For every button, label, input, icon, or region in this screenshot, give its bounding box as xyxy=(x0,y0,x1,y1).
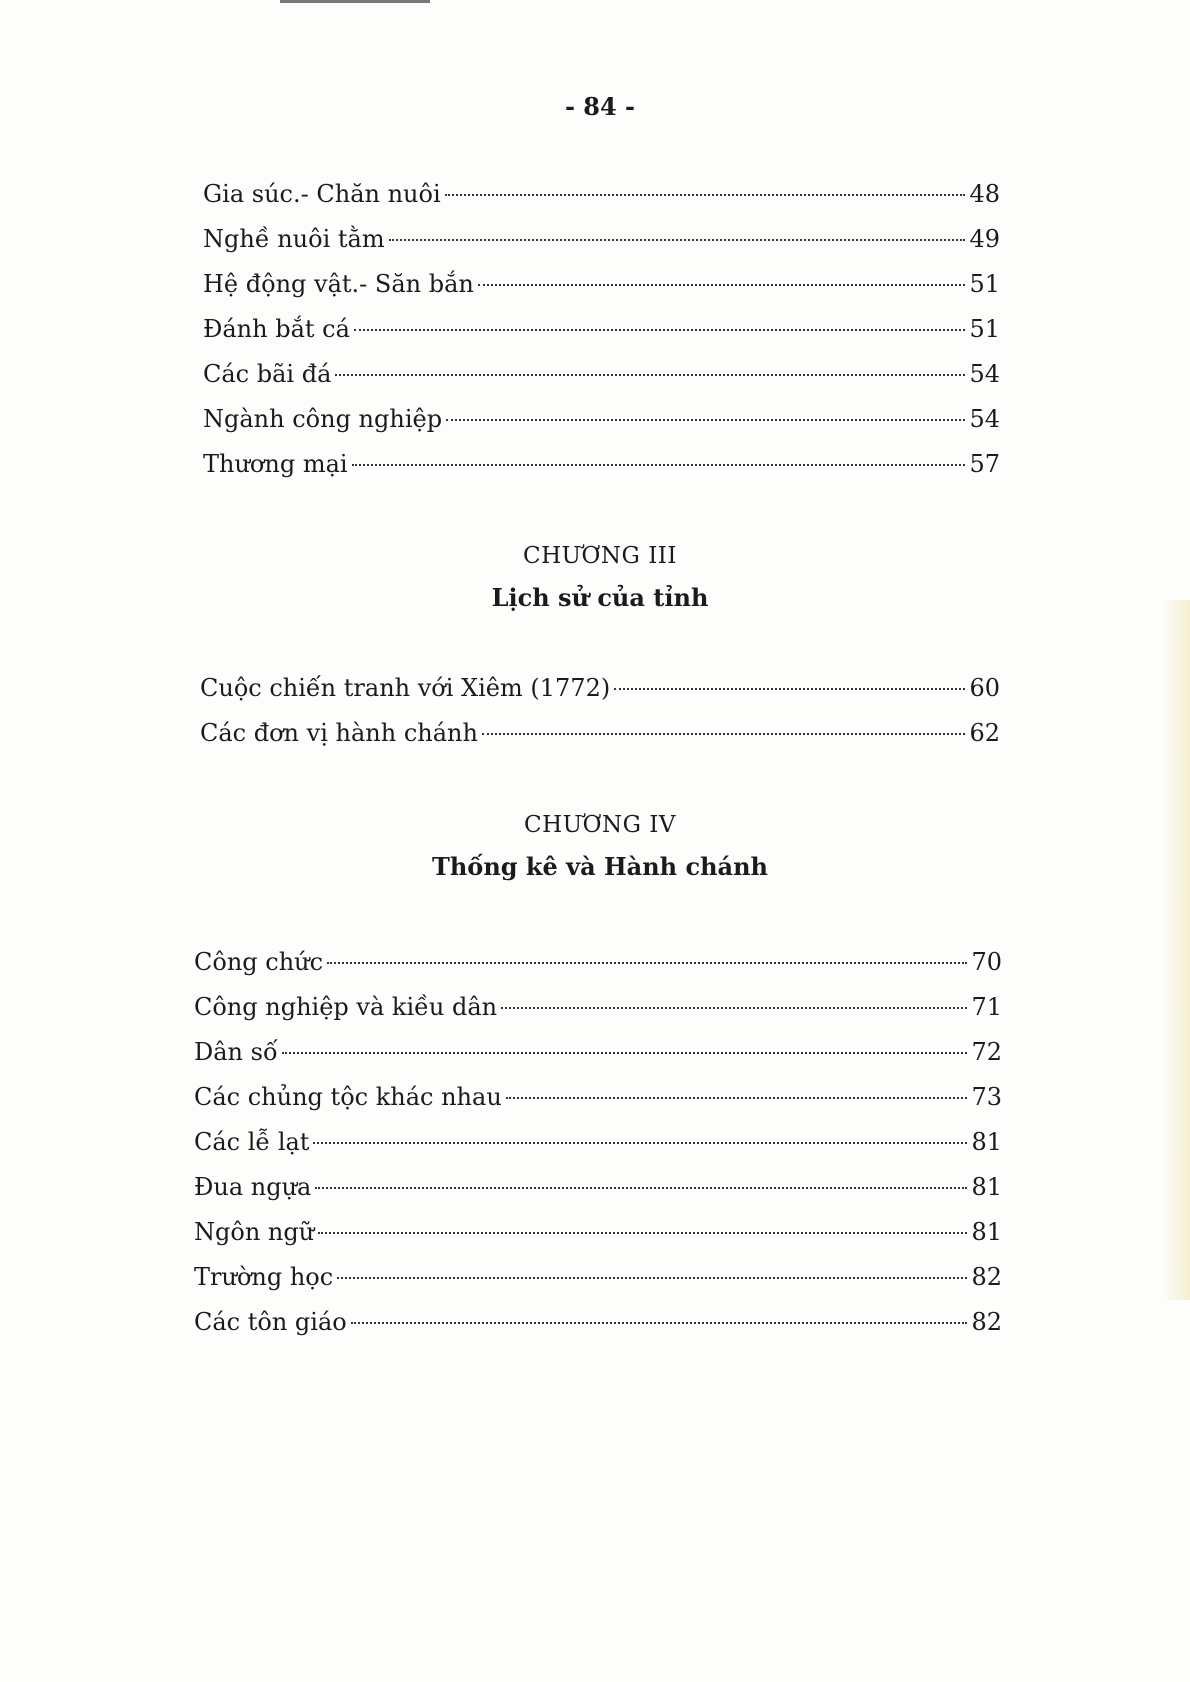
toc-entry[interactable] xyxy=(203,225,1000,270)
toc-entry-page: 82 xyxy=(971,1263,1002,1291)
toc-entry-page: 72 xyxy=(971,1038,1002,1066)
toc-entry-title: Công nghiệp và kiều dân xyxy=(194,993,498,1021)
dot-leader xyxy=(327,962,967,964)
toc-entry-title: Ngôn ngữ xyxy=(194,1218,315,1246)
toc-entry-title: Các đơn vị hành chánh xyxy=(200,719,478,747)
toc-entry[interactable] xyxy=(194,1083,1002,1128)
toc-entry[interactable] xyxy=(194,993,1002,1038)
toc-entry-page: 82 xyxy=(971,1308,1002,1336)
toc-entry[interactable] xyxy=(194,1038,1002,1083)
dot-leader xyxy=(445,194,966,196)
toc-entry-page: 81 xyxy=(971,1128,1002,1156)
dot-leader xyxy=(351,1322,968,1324)
toc-section-1 xyxy=(203,180,1000,495)
dot-leader xyxy=(313,1142,967,1144)
toc-entry-title: Các bãi đá xyxy=(203,360,332,388)
toc-entry-page: 51 xyxy=(969,315,1000,343)
toc-entry[interactable] xyxy=(200,719,1000,764)
toc-entry[interactable] xyxy=(203,315,1000,360)
toc-entry[interactable] xyxy=(203,360,1000,405)
dot-leader xyxy=(337,1277,967,1279)
toc-entry-page: 54 xyxy=(969,360,1000,388)
toc-entry[interactable] xyxy=(203,450,1000,495)
dot-leader xyxy=(478,284,966,286)
chapter-title: Thống kê và Hành chánh xyxy=(432,852,768,881)
chapter-label: CHƯƠNG IV xyxy=(524,812,676,838)
toc-entry[interactable] xyxy=(194,1308,1002,1353)
toc-entry-page: 49 xyxy=(969,225,1000,253)
dot-leader xyxy=(501,1007,967,1009)
toc-entry-title: Hệ động vật.- Săn bắn xyxy=(203,270,474,298)
toc-entry-title: Cuộc chiến tranh với Xiêm (1772) xyxy=(200,674,611,702)
toc-entry-page: 54 xyxy=(969,405,1000,433)
toc-entry-page: 60 xyxy=(969,674,1000,702)
toc-entry[interactable] xyxy=(194,1263,1002,1308)
chapter-3-heading xyxy=(0,543,1190,612)
toc-entry-title: Đua ngựa xyxy=(194,1173,312,1201)
dot-leader xyxy=(354,329,966,331)
dot-leader xyxy=(614,688,965,690)
toc-entry-title: Các chủng tộc khác nhau xyxy=(194,1083,502,1111)
toc-entry-title: Dân số xyxy=(194,1038,278,1066)
toc-entry-title: Các lễ lạt xyxy=(194,1128,310,1156)
toc-entry-title: Trường học xyxy=(194,1263,334,1291)
toc-entry-title: Ngành công nghiệp xyxy=(203,405,443,433)
toc-entry-page: 48 xyxy=(969,180,1000,208)
page-edge-shadow xyxy=(1162,600,1190,1300)
toc-entry-page: 70 xyxy=(971,948,1002,976)
toc-entry[interactable] xyxy=(203,405,1000,450)
chapter-title: Lịch sử của tỉnh xyxy=(491,583,709,612)
page-number: - 84 - xyxy=(564,92,636,121)
dot-leader xyxy=(282,1052,968,1054)
toc-entry-page: 73 xyxy=(971,1083,1002,1111)
toc-section-2 xyxy=(200,674,1000,764)
dot-leader xyxy=(506,1097,968,1099)
toc-entry-page: 81 xyxy=(971,1173,1002,1201)
toc-entry[interactable] xyxy=(194,1173,1002,1218)
toc-entry[interactable] xyxy=(194,948,1002,993)
chapter-4-heading xyxy=(0,812,1190,881)
toc-section-3 xyxy=(194,948,1002,1353)
dot-leader xyxy=(389,239,966,241)
dot-leader xyxy=(318,1232,967,1234)
toc-entry-title: Các tôn giáo xyxy=(194,1308,347,1336)
toc-entry-title: Thương mại xyxy=(203,450,348,478)
toc-entry-page: 62 xyxy=(969,719,1000,747)
top-rule xyxy=(280,0,430,3)
toc-entry-title: Công chức xyxy=(194,948,324,976)
dot-leader xyxy=(446,419,965,421)
toc-entry-page: 71 xyxy=(971,993,1002,1021)
dot-leader xyxy=(335,374,965,376)
toc-entry-title: Đánh bắt cá xyxy=(203,315,350,343)
toc-entry[interactable] xyxy=(200,674,1000,719)
toc-entry-page: 51 xyxy=(969,270,1000,298)
toc-entry[interactable] xyxy=(194,1128,1002,1173)
toc-entry[interactable] xyxy=(203,270,1000,315)
toc-entry-title: Gia súc.- Chăn nuôi xyxy=(203,180,441,208)
toc-entry[interactable] xyxy=(203,180,1000,225)
toc-entry-title: Nghề nuôi tằm xyxy=(203,225,385,253)
chapter-label: CHƯƠNG III xyxy=(523,543,677,569)
dot-leader xyxy=(315,1187,967,1189)
toc-entry[interactable] xyxy=(194,1218,1002,1263)
toc-entry-page: 57 xyxy=(969,450,1000,478)
dot-leader xyxy=(352,464,966,466)
toc-entry-page: 81 xyxy=(971,1218,1002,1246)
dot-leader xyxy=(482,733,966,735)
